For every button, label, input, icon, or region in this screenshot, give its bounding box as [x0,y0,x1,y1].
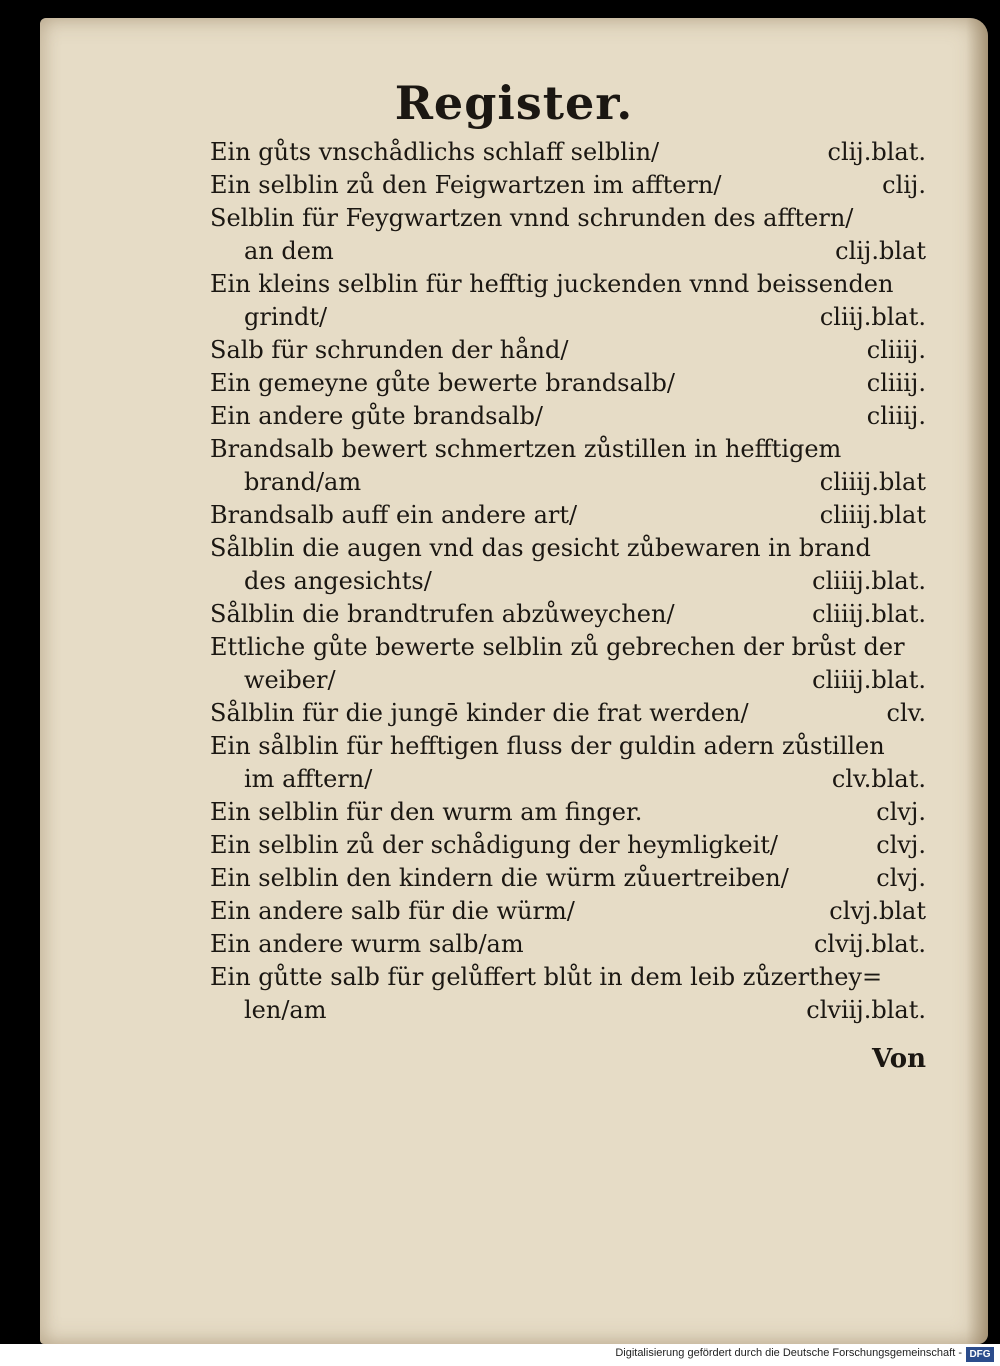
register-entries [210,136,926,1027]
register-line [210,730,926,763]
register-line [210,169,926,202]
entry-text: Brandsalb bewert schmertzen zůstillen in hefftigem [210,435,842,463]
folio-ref: cliiij.blat [819,501,926,529]
register-line [210,235,926,268]
entry-text: Salb für schrunden der hånd/ [210,336,569,364]
register-line [210,697,926,730]
entry-text: Sålblin die brandtrufen abzůweychen/ [210,600,675,628]
entry-text: Ein kleins selblin für hefftig juckenden vnnd beissenden [210,270,894,298]
folio-ref: cliiij.blat. [812,600,926,628]
register-line [210,796,926,829]
register-line [210,202,926,235]
folio-ref: clvj.blat [829,897,926,925]
entry-text: Ein gemeyne gůte bewerte brandsalb/ [210,369,675,397]
entry-text: Ein andere wurm salb/am [210,930,524,958]
register-line [210,499,926,532]
entry-text: Selblin für Feygwartzen vnnd schrunden des afftern/ [210,204,854,232]
folio-ref: cliiij. [866,402,926,430]
register-line [210,433,926,466]
register-line [210,961,926,994]
catchword: Von [871,1044,926,1074]
register-line [210,895,926,928]
entry-text: im afftern/ [244,765,373,793]
register-line [210,829,926,862]
footer-bar [0,1344,1000,1366]
entry-text: an dem [244,237,334,265]
entry-text: Ein selblin zů der schådigung der heymligkeit/ [210,831,779,859]
entry-text: Ettliche gůte bewerte selblin zů gebrechen der brůst der [210,633,905,661]
register-line [210,598,926,631]
folio-ref: clij. [882,171,926,199]
folio-ref: cliiij. [866,369,926,397]
register-line [210,928,926,961]
folio-ref: cliiij.blat. [812,567,926,595]
folio-ref: clvj. [876,831,926,859]
register-line [210,631,926,664]
register-line [210,532,926,565]
folio-ref: cliiij.blat [819,468,926,496]
page-shadow-edge [966,18,988,1344]
register-line [210,400,926,433]
entry-text: Ein selblin zů den Feigwartzen im afftern/ [210,171,722,199]
entry-text: Ein selblin für den wurm am finger. [210,798,643,826]
folio-ref: clvj. [876,864,926,892]
entry-text: Brandsalb auff ein andere art/ [210,501,578,529]
register-line [210,565,926,598]
folio-ref: clv.blat. [831,765,926,793]
folio-ref: cliiij. [866,336,926,364]
folio-ref: clv. [886,699,926,727]
register-line [210,268,926,301]
register-line [210,136,926,169]
folio-ref: clviij.blat. [806,996,926,1024]
entry-text: Ein gůts vnschådlichs schlaff selblin/ [210,138,660,166]
entry-text: brand/am [244,468,362,496]
register-line [210,994,926,1027]
folio-ref: clij.blat [835,237,926,265]
entry-text: Ein selblin den kindern die würm zůuertreiben/ [210,864,789,892]
folio-ref: cliij.blat. [819,303,926,331]
entry-text: Ein andere salb für die würm/ [210,897,575,925]
folio-ref: clij.blat. [827,138,926,166]
entry-text: grindt/ [244,303,328,331]
register-line [210,466,926,499]
folio-ref: clvj. [876,798,926,826]
funding-credit: Digitalisierung gefördert durch die Deutsche Forschungsgemeinschaft - [615,1347,962,1359]
register-line [210,334,926,367]
entry-text: Sålblin die augen vnd das gesicht zůbewaren in brand [210,534,871,562]
book-page [40,18,988,1344]
register-line [210,664,926,697]
dfg-logo-icon: DFG [966,1347,994,1362]
register-line [210,862,926,895]
folio-ref: clvij.blat. [813,930,926,958]
entry-text: Ein andere gůte brandsalb/ [210,402,543,430]
entry-text: des angesichts/ [244,567,432,595]
register-line [210,763,926,796]
entry-text: len/am [244,996,327,1024]
entry-text: weiber/ [244,666,336,694]
entry-text: Sålblin für die jungē kinder die frat werden/ [210,699,749,727]
register-line [210,301,926,334]
register-line [210,367,926,400]
folio-ref: cliiij.blat. [812,666,926,694]
page-heading: Register. [394,76,634,130]
entry-text: Ein gůtte salb für gelůffert blůt in dem leib zůzerthey= [210,963,883,991]
entry-text: Ein sålblin für hefftigen fluss der guldin adern zůstillen [210,732,885,760]
